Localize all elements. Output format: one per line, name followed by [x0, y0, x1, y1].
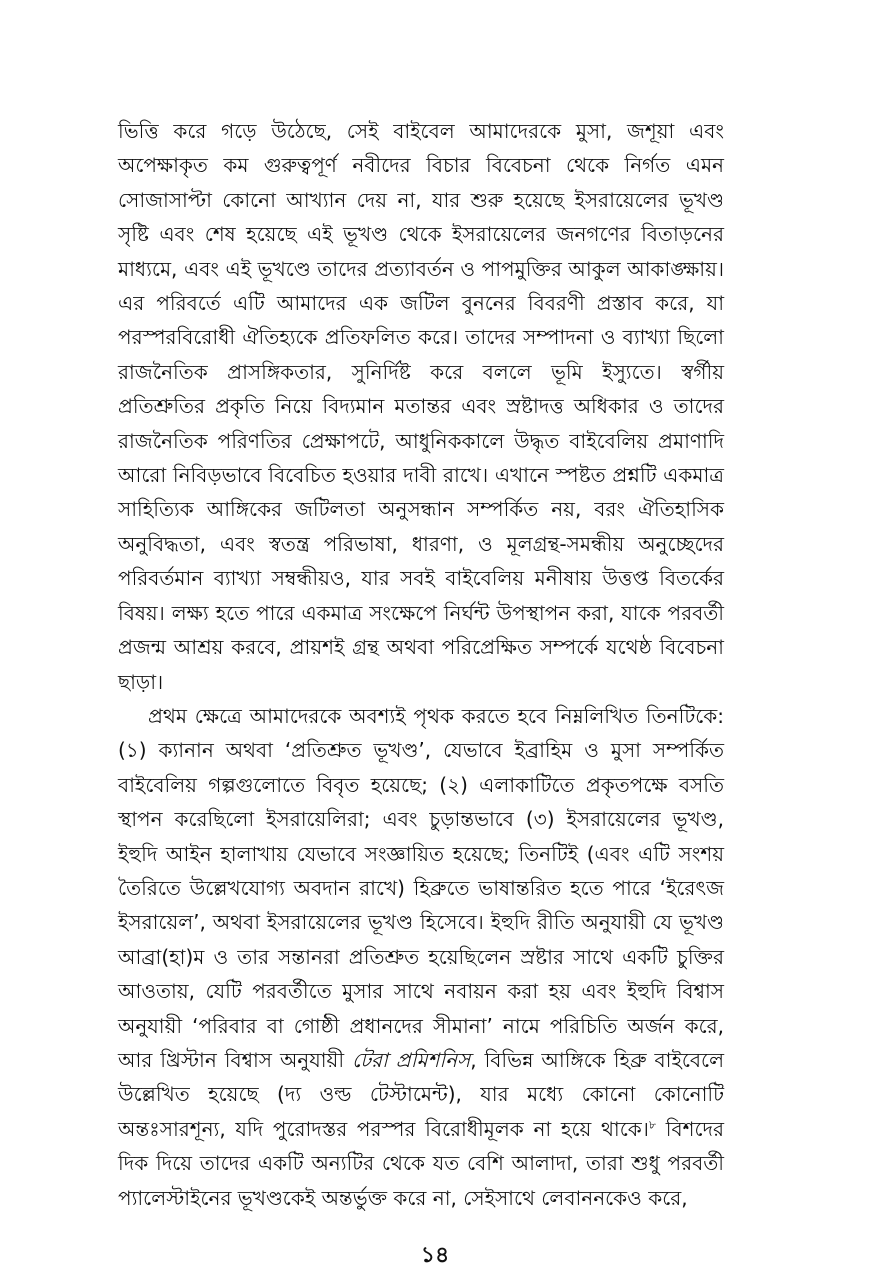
italic-term: টেরা প্রমিশনিস — [352, 1047, 471, 1072]
paragraph-2-text-c: বিশদের দিক দিয়ে তাদের একটি অন্যটির থেকে যত বেশি আলাদা, তারা শুধু পরবর্তী প্যালেস্টাইনের ভূখণ্ডকেই অন্তর্ভুক্ত করে না, সেইসাথে লেবাননকেও করে, — [118, 1116, 724, 1210]
paragraph-2-text-b: , বিভিন্ন আঙ্গিকে হিব্রু বাইবেলে উল্লেখিত হয়েছে (দ্য ওল্ড টেস্টামেন্ট), যার মধ্যে কোনো কোনোটি অন্তঃসারশূন্য, যদি পুরোদস্তর পরস্পর বিরোধীমূলক না হয়ে থাকে। — [118, 1047, 724, 1141]
paragraph-2 — [118, 699, 724, 1215]
paragraph-1: ভিত্তি করে গড়ে উঠেছে, সেই বাইবেল আমাদেরকে মুসা, জশূয়া এবং অপেক্ষাকৃত কম গুরুত্বপূর্ণ নবীদের বিচার বিবেচনা থেকে নির্গত এমন সোজাসাপ্টা কোনো আখ্যান দেয় না, যার শুরু হয়েছে ইসরায়েলের ভূখণ্ড সৃষ্টি এবং শেষ হয়েছে এই ভূখণ্ড থেকে ইসরায়েলের জনগণের বিতাড়নের মাধ্যমে, এবং এই ভূখণ্ডে তাদের প্রত্যাবর্তন ও পাপমুক্তির আকুল আকাঙ্ক্ষায়। এর পরিবর্তে এটি আমাদের এক জটিল বুননের বিবরণী প্রস্তাব করে, যা পরস্পরবিরোধী ঐতিহ্যকে প্রতিফলিত করে। তাদের সম্পাদনা ও ব্যাখ্যা ছিলো রাজনৈতিক প্রাসঙ্গিকতার, সুনির্দিষ্ট করে বললে ভূমি ইস্যুতে। স্বর্গীয় প্রতিশ্রুতির প্রকৃতি নিয়ে বিদ্যমান মতান্তর এবং স্রষ্টাদত্ত অধিকার ও তাদের রাজনৈতিক পরিণতির প্রেক্ষাপটে, আধুনিককালে উদ্ধৃত বাইবেলিয় প্রমাণাদি আরো নিবিড়ভাবে বিবেচিত হওয়ার দাবী রাখে। এখানে স্পষ্টত প্রশ্নটি একমাত্র সাহিত্যিক আঙ্গিকের জটিলতা অনুসন্ধান সম্পর্কিত নয়, বরং ঐতিহাসিক অনুবিদ্ধতা, এবং স্বতন্ত্র পরিভাষা, ধারণা, ও মূলগ্রন্থ-সমন্ধীয় অনুচ্ছেদের পরিবর্তমান ব্যাখ্যা সম্বন্ধীয়ও, যার সবই বাইবেলিয় মনীষায় উত্তপ্ত বিতর্কের বিষয়। লক্ষ্য হতে পারে একমাত্র সংক্ষেপে নির্ঘন্ট উপস্থাপন করা, যাকে পরবর্তী প্রজন্ম আশ্রয় করবে, প্রায়শই গ্রন্থ অথবা পরিপ্রেক্ষিত সম্পর্কে যথেষ্ঠ বিবেচনা ছাড়া। — [118, 119, 724, 694]
page-number: ১৪ — [420, 1243, 450, 1268]
paragraph-2-text-a: প্রথম ক্ষেত্রে আমাদেরকে অবশ্যই পৃথক করতে হবে নিম্নলিখিত তিনটিকে: (১) ক্যানান অথবা ‘প্রতিশ্রুত ভূখণ্ড’, যেভাবে ইব্রাহিম ও মুসা সম্পর্কিত বাইবেলিয় গল্পগুলোতে বিবৃত হয়েছে; (২) এলাকাটিতে প্রকৃতপক্ষে বসতি স্থাপন করেছিলো ইসরায়েলিরা; এবং চুড়ান্তভাবে (৩) ইসরায়েলের ভূখণ্ড, ইহুদি আইন হালাখায় যেভাবে সংজ্ঞায়িত হয়েছে; তিনটিই (এবং এটি সংশয় তৈরিতে উল্লেখযোগ্য অবদান রাখে) হিব্রুতে ভাষান্তরিত হতে পারে ‘ইরেৎজ ইসরায়েল’, অথবা ইসরায়েলের ভূখণ্ড হিসেবে। ইহুদি রীতি অনুযায়ী যে ভূখণ্ড আব্রা(হা)ম ও তার সন্তানরা প্রতিশ্রুত হয়েছিলেন স্রষ্টার সাথে একটি চুক্তির আওতায়, যেটি পরবর্তীতে মুসার সাথে নবায়ন করা হয় এবং ইহুদি বিশ্বাস অনুযায়ী ‘পরিবার বা গোষ্ঠী প্রধানদের সীমানা’ নামে পরিচিতি অর্জন করে, আর খ্রিস্টান বিশ্বাস অনুযায়ী — [118, 703, 724, 1072]
footnote-reference[interactable]: ৮ — [648, 1118, 657, 1132]
body-text — [118, 114, 724, 1215]
